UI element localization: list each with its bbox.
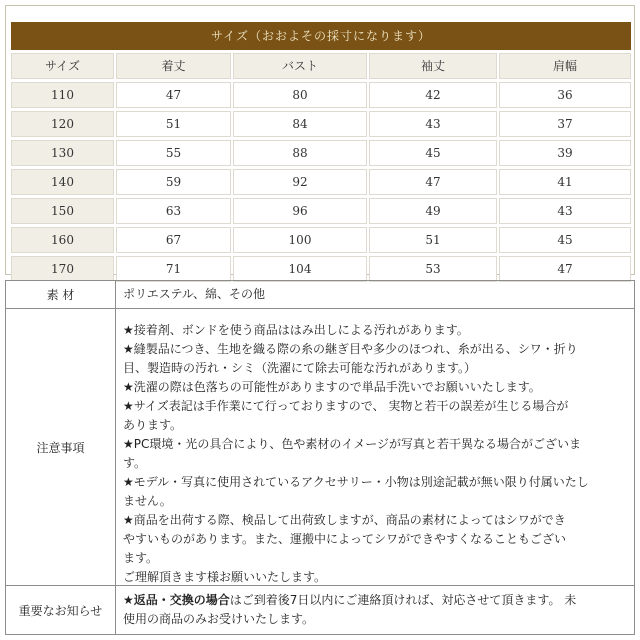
measure-cell: 88 — [233, 140, 367, 166]
size-label-cell: 170 — [11, 256, 114, 282]
note-line: ★PC環境・光の具合により、色や素材のイメージが写真と若干異なる場合がございま — [123, 437, 582, 451]
size-chart — [5, 5, 635, 275]
notes-label: 注意事項 — [6, 309, 116, 585]
measure-cell: 71 — [116, 256, 231, 282]
important-label: 重要なお知らせ — [6, 586, 116, 634]
measure-cell: 63 — [116, 198, 231, 224]
return-exchange-emphasis: ★返品・交換の場合 — [123, 593, 230, 607]
size-label-cell: 130 — [11, 140, 114, 166]
important-line-1 — [123, 591, 626, 610]
product-info-table — [5, 280, 635, 635]
size-row — [11, 140, 631, 166]
note-line: やすいものがあります。また、運搬中によってシワができやすくなることもござい — [123, 532, 567, 546]
measure-cell: 45 — [499, 227, 631, 253]
material-row — [6, 281, 634, 309]
note-line: ★洗濯の際は色落ちの可能性がありますので単品手洗いでお願いいたします。 — [123, 380, 541, 394]
measure-cell: 36 — [499, 82, 631, 108]
note-line: あります。 — [123, 418, 183, 432]
measure-cell: 43 — [369, 111, 497, 137]
note-line: ご理解頂きます様お願いいたします。 — [123, 570, 327, 584]
measure-cell: 39 — [499, 140, 631, 166]
column-header: 袖丈 — [369, 53, 497, 79]
column-header: サイズ — [11, 53, 114, 79]
column-header: 着丈 — [116, 53, 231, 79]
size-label-cell: 110 — [11, 82, 114, 108]
measure-cell: 51 — [369, 227, 497, 253]
measure-cell: 59 — [116, 169, 231, 195]
measure-cell: 43 — [499, 198, 631, 224]
measure-cell: 45 — [369, 140, 497, 166]
measure-cell: 104 — [233, 256, 367, 282]
measure-cell: 49 — [369, 198, 497, 224]
size-row — [11, 82, 631, 108]
measure-cell: 84 — [233, 111, 367, 137]
measure-cell: 96 — [233, 198, 367, 224]
note-line: ★モデル・写真に使用されているアクセサリー・小物は別途記載が無い限り付属いたし — [123, 475, 589, 489]
size-header-row — [11, 53, 631, 79]
size-chart-title: サイズ（おおよその採寸になります） — [11, 22, 631, 50]
measure-cell: 47 — [116, 82, 231, 108]
important-value — [117, 586, 634, 634]
measure-cell: 100 — [233, 227, 367, 253]
measure-cell: 53 — [369, 256, 497, 282]
size-row — [11, 227, 631, 253]
note-line: 目、製造時の汚れ・シミ（洗濯にて除去可能な汚れがあります。） — [123, 361, 477, 375]
measure-cell: 42 — [369, 82, 497, 108]
note-line: ます。 — [123, 551, 159, 565]
measure-cell: 41 — [499, 169, 631, 195]
note-line: ません。 — [123, 494, 172, 508]
measure-cell: 55 — [116, 140, 231, 166]
size-label-cell: 120 — [11, 111, 114, 137]
measure-cell: 47 — [369, 169, 497, 195]
size-label-cell: 160 — [11, 227, 114, 253]
measure-cell: 80 — [233, 82, 367, 108]
material-value: ポリエステル、綿、その他 — [123, 287, 265, 301]
measure-cell: 67 — [116, 227, 231, 253]
note-line: ★商品を出荷する際、検品して出荷致しますが、商品の素材によってはシワができ — [123, 513, 566, 527]
size-row — [11, 198, 631, 224]
measure-cell: 92 — [233, 169, 367, 195]
size-row — [11, 111, 631, 137]
size-label-cell: 140 — [11, 169, 114, 195]
material-label: 素 材 — [6, 281, 116, 308]
column-header: バスト — [233, 53, 367, 79]
important-line-1-text: はご到着後7日以内にご連絡頂ければ、対応させて頂きます。 未 — [229, 593, 577, 607]
note-line: ★接着剤、ボンドを使う商品ははみ出しによる汚れがあります。 — [123, 323, 469, 337]
note-line: す。 — [123, 456, 147, 470]
note-line: ★縫製品につき、生地を織る際の糸の継ぎ目や多少のほつれ、糸が出る、シワ・折り — [123, 342, 578, 356]
measure-cell: 51 — [116, 111, 231, 137]
measure-cell: 37 — [499, 111, 631, 137]
size-row — [11, 169, 631, 195]
note-line: ★サイズ表記は手作業にて行っておりますので、 実物と若干の誤差が生じる場合が — [123, 399, 569, 413]
notes-row — [6, 309, 634, 586]
important-row — [6, 586, 634, 634]
notes-value — [117, 309, 634, 585]
column-header: 肩幅 — [499, 53, 631, 79]
important-line-2: 使用の商品のみお受けいたします。 — [123, 612, 315, 626]
size-row — [11, 256, 631, 282]
size-label-cell: 150 — [11, 198, 114, 224]
measure-cell: 47 — [499, 256, 631, 282]
